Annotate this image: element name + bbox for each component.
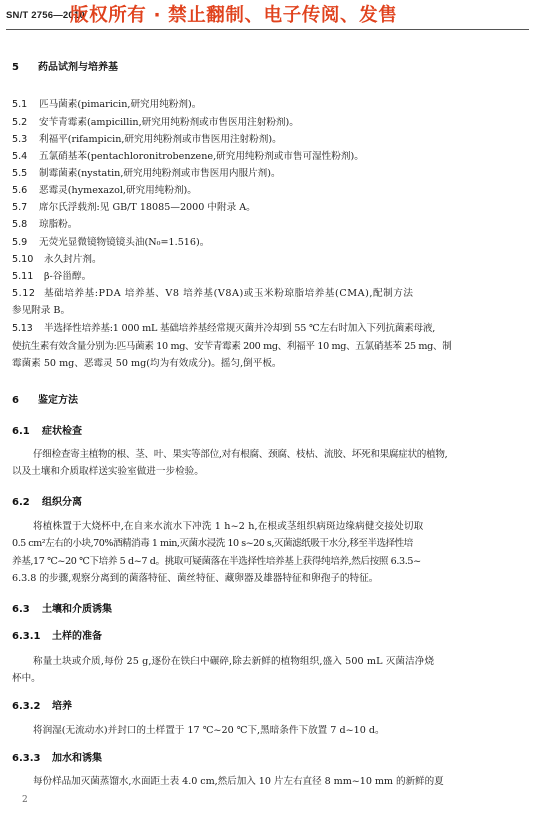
item-text: β-谷甾醇。 [44,271,92,282]
item-text: 五氯硝基苯(pentachloronitrobenzene,研究用纯粉剂或市售可湿性粉剂)。 [39,151,364,162]
list-item [12,268,91,282]
section-number: 6 [12,395,19,406]
item-text: 无荧光显微镜物镜镜头油(N₀=1.516)。 [39,237,210,248]
item-text: 琼脂粉。 [39,219,78,230]
item-text: 安苄青霉素(ampicillin,研究用纯粉剂或市售医用注射粉剂)。 [39,117,299,128]
section-number: 6.3.3 [12,753,41,764]
paragraph-line: 将植株置于大烧杯中,在自来水流水下冲洗 1 h~2 h,在根或茎组织病斑边缘病健交接处切取 [33,521,424,532]
section-title: 土样的准备 [52,631,102,642]
standard-code: SN/T 2756—2010 [6,10,85,21]
paragraph-line: 霉菌素 50 mg、恶霉灵 50 mg(均为有效成分)。摇匀,倒平板。 [12,358,282,369]
section-number: 6.2 [12,497,30,508]
item-number: 5.9 [12,237,28,248]
copyright-watermark: 版权所有 · 禁止翻制、电子传阅、发售 [70,5,398,26]
section-number: 6.3.2 [12,701,41,712]
item-number: 5.12 [12,288,36,299]
item-number: 5.5 [12,168,28,179]
item-number: 5.6 [12,185,28,196]
paragraph-line: 参见附录 B。 [12,305,71,316]
list-item [12,182,197,196]
header-rule [6,29,529,30]
section-title: 培养 [52,701,72,712]
subsection-heading-6-1 [12,422,82,437]
list-item [12,234,209,248]
section-number: 6.1 [12,426,30,437]
item-text: 匹马菌素(pimaricin,研究用纯粉剂)。 [39,99,202,110]
subsection-heading-6-3-2 [12,697,72,712]
section-heading-6 [12,391,78,406]
item-text: 利福平(rifampicin,研究用纯粉剂或市售医用注射粉剂)。 [39,134,282,145]
item-number: 5.2 [12,117,28,128]
item-text: 席尔氏浮载剂:见 GB/T 18085—2000 中附录 A。 [39,202,256,213]
page-number: 2 [22,795,28,805]
paragraph-line: 杯中。 [12,673,41,684]
paragraph-line: 仔细检查寄主植物的根、茎、叶、果实等部位,对有根腐、颈腐、枝枯、流胶、坏死和果腐症状的植物, [33,449,448,460]
list-item [12,96,201,110]
item-number: 5.1 [12,99,28,110]
paragraph-line: 以及土壤和介质取样送实验室做进一步检验。 [12,466,204,477]
item-number: 5.13 [12,323,33,334]
paragraph-line: 使抗生素有效含量分别为:匹马菌素 10 mg、安苄青霉素 200 mg、利福平 10 mg、五氯硝基苯 25 mg、制 [12,341,452,352]
item-number: 5.7 [12,202,28,213]
item-number: 5.11 [12,271,34,282]
paragraph-line [12,285,414,299]
subsection-heading-6-2 [12,493,82,508]
section-title: 症状检查 [42,426,82,437]
section-title: 药品试剂与培养基 [38,62,118,73]
list-item [12,148,364,162]
section-number: 6.3.1 [12,631,41,642]
paragraph-line [12,320,435,334]
list-item [12,165,281,179]
subsection-heading-6-3 [12,600,112,615]
list-item [12,114,299,128]
item-number: 5.4 [12,151,28,162]
item-number: 5.3 [12,134,28,145]
paragraph-text: 基础培养基:PDA 培养基、V8 培养基(V8A)或玉米粉琼脂培养基(CMA),配制方法 [44,288,414,299]
subsection-heading-6-3-1 [12,627,102,642]
list-item [12,131,282,145]
paragraph-line: 将润湿(无流动水)并封口的土样置于 17 ℃~20 ℃下,黑暗条件下放置 7 d~10 d。 [33,725,385,736]
paragraph-text: 半选择性培养基:1 000 mL 基础培养基经常规灭菌并冷却到 55 ℃左右时加入下列抗菌素母液, [44,323,436,334]
section-heading-5 [12,58,118,73]
list-item [12,251,102,265]
list-item [12,199,256,213]
paragraph-line: 0.5 cm²左右的小块,70%酒精消毒 1 min,灭菌水浸洗 10 s~20 s,灭菌滤纸吸干水分,移至半选择性培 [12,538,413,549]
item-number: 5.10 [12,254,34,265]
item-text: 制霉菌素(nystatin,研究用纯粉剂或市售医用内服片剂)。 [39,168,281,179]
item-number: 5.8 [12,219,28,230]
section-number: 5 [12,62,19,73]
paragraph-line: 6.3.8 的步骤,观察分离到的菌落特征、菌丝特征、藏卵器及雄器特征和卵孢子的特征。 [12,573,379,584]
list-item [12,216,77,230]
section-title: 鉴定方法 [38,395,78,406]
section-number: 6.3 [12,604,30,615]
item-text: 恶霉灵(hymexazol,研究用纯粉剂)。 [39,185,197,196]
paragraph-line: 每份样品加灭菌蒸馏水,水面距土表 4.0 cm,然后加入 10 片左右直径 8 mm~10 mm 的新鲜的夏 [33,776,444,787]
section-title: 土壤和介质诱集 [42,604,112,615]
paragraph-line: 养基,17 ℃~20 ℃下培养 5 d~7 d。挑取可疑菌落在半选择性培养基上获得纯培养,然后按照 6.3.5~ [12,556,421,567]
section-title: 加水和诱集 [52,753,102,764]
section-title: 组织分离 [42,497,82,508]
paragraph-line: 称量土块或介质,每份 25 g,逐份在铁臼中碾碎,除去新鲜的植物组织,盛入 500 mL 灭菌洁净烧 [33,656,435,667]
subsection-heading-6-3-3 [12,749,102,764]
item-text: 永久封片剂。 [44,254,102,265]
